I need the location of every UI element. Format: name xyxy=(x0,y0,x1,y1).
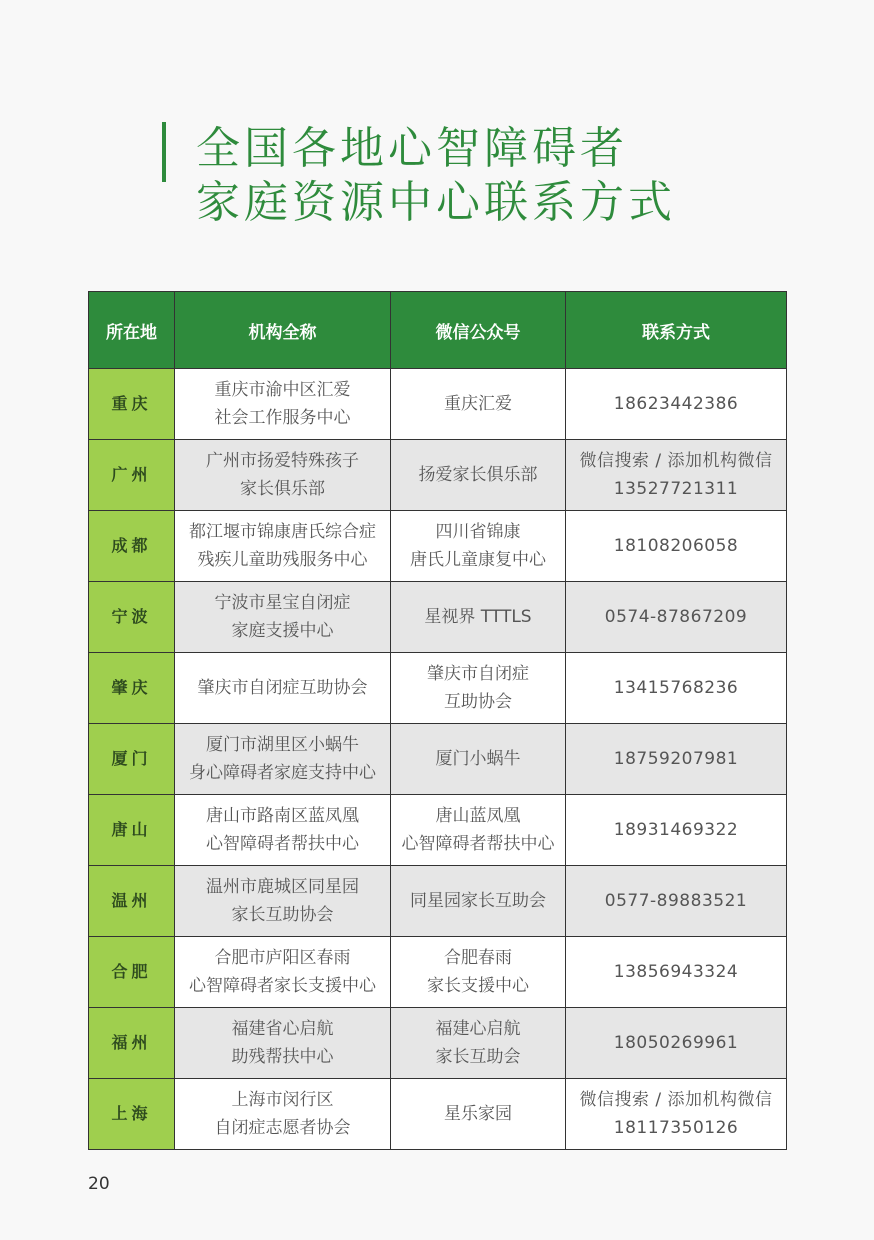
location-cell: 成都 xyxy=(89,511,175,582)
organization-line: 厦门市湖里区小蜗牛 xyxy=(206,735,359,755)
header-organization: 机构全称 xyxy=(175,292,391,369)
header-location: 所在地 xyxy=(89,292,175,369)
organization-line: 心智障碍者帮扶中心 xyxy=(206,834,359,854)
title-accent-bar xyxy=(162,122,166,182)
organization-line: 宁波市星宝自闭症 xyxy=(214,593,351,613)
location-cell: 肇庆 xyxy=(89,653,175,724)
organization-cell xyxy=(175,937,391,1008)
contact-cell xyxy=(566,937,787,1008)
wechat-cell xyxy=(391,937,566,1008)
organization-line: 残疾儿童助残服务中心 xyxy=(197,550,368,570)
contact-line: 18759207981 xyxy=(613,749,739,769)
location-cell: 重庆 xyxy=(89,369,175,440)
table-row xyxy=(89,937,787,1008)
organization-cell xyxy=(175,369,391,440)
table-row xyxy=(89,582,787,653)
wechat-cell xyxy=(391,795,566,866)
contact-cell xyxy=(566,795,787,866)
contact-line: 微信搜索 / 添加机构微信 xyxy=(579,1090,773,1110)
contact-line: 18050269961 xyxy=(613,1033,739,1053)
location-cell: 宁波 xyxy=(89,582,175,653)
wechat-cell xyxy=(391,511,566,582)
table-row xyxy=(89,1008,787,1079)
page-number: 20 xyxy=(88,1174,110,1194)
table-row xyxy=(89,795,787,866)
contact-line: 18623442386 xyxy=(613,394,739,414)
location-cell: 广州 xyxy=(89,440,175,511)
organization-line: 肇庆市自闭症互助协会 xyxy=(197,678,368,698)
location-cell: 上海 xyxy=(89,1079,175,1150)
wechat-cell xyxy=(391,724,566,795)
organization-line: 广州市扬爱特殊孩子 xyxy=(206,451,359,471)
contact-cell xyxy=(566,1079,787,1150)
table-row xyxy=(89,1079,787,1150)
organization-line: 上海市闵行区 xyxy=(231,1090,334,1110)
wechat-line: 福建心启航 xyxy=(435,1019,521,1039)
wechat-cell xyxy=(391,1008,566,1079)
contact-cell xyxy=(566,511,787,582)
organization-cell xyxy=(175,1079,391,1150)
organization-line: 社会工作服务中心 xyxy=(214,408,351,428)
organization-cell xyxy=(175,440,391,511)
page-title xyxy=(196,122,676,230)
organization-cell xyxy=(175,1008,391,1079)
wechat-line: 扬爱家长俱乐部 xyxy=(418,465,538,485)
wechat-line: 四川省锦康 xyxy=(435,522,521,542)
organization-line: 家长俱乐部 xyxy=(240,479,325,499)
wechat-line: 心智障碍者帮扶中心 xyxy=(401,834,555,854)
contact-line: 18117350126 xyxy=(613,1118,739,1138)
organization-line: 都江堰市锦康唐氏综合症 xyxy=(189,522,376,542)
wechat-cell xyxy=(391,866,566,937)
organization-cell xyxy=(175,582,391,653)
organization-line: 唐山市路南区蓝凤凰 xyxy=(206,806,359,826)
page-title-line-1: 全国各地心智障碍者 xyxy=(196,123,628,174)
wechat-line: 肇庆市自闭症 xyxy=(427,664,529,684)
wechat-line: 唐山蓝凤凰 xyxy=(435,806,521,826)
location-cell: 温州 xyxy=(89,866,175,937)
contact-cell xyxy=(566,866,787,937)
contact-cell xyxy=(566,653,787,724)
wechat-cell xyxy=(391,582,566,653)
organization-line: 家庭支援中心 xyxy=(231,621,334,641)
contact-cell xyxy=(566,1008,787,1079)
wechat-line: 家长支援中心 xyxy=(427,976,529,996)
wechat-cell xyxy=(391,1079,566,1150)
table-row xyxy=(89,724,787,795)
contact-line: 13415768236 xyxy=(613,678,739,698)
contact-line: 0574-87867209 xyxy=(604,607,748,627)
contacts-table xyxy=(88,291,787,1150)
location-cell: 合肥 xyxy=(89,937,175,1008)
organization-line: 自闭症志愿者协会 xyxy=(214,1118,351,1138)
organization-line: 合肥市庐阳区春雨 xyxy=(214,948,351,968)
location-cell: 厦门 xyxy=(89,724,175,795)
wechat-line: 厦门小蜗牛 xyxy=(435,749,521,769)
table-row xyxy=(89,653,787,724)
organization-cell xyxy=(175,866,391,937)
wechat-line: 星视界 TTTLS xyxy=(424,607,532,627)
wechat-cell xyxy=(391,653,566,724)
location-cell: 福州 xyxy=(89,1008,175,1079)
table-row xyxy=(89,866,787,937)
header-contact: 联系方式 xyxy=(566,292,787,369)
contact-cell xyxy=(566,440,787,511)
contact-line: 13527721311 xyxy=(613,479,739,499)
organization-line: 重庆市渝中区汇爱 xyxy=(214,380,351,400)
organization-cell xyxy=(175,653,391,724)
organization-line: 身心障碍者家庭支持中心 xyxy=(189,763,376,783)
wechat-cell xyxy=(391,440,566,511)
organization-cell xyxy=(175,724,391,795)
wechat-cell xyxy=(391,369,566,440)
contact-cell xyxy=(566,369,787,440)
contact-line: 18108206058 xyxy=(613,536,739,556)
organization-cell xyxy=(175,511,391,582)
wechat-line: 合肥春雨 xyxy=(444,948,512,968)
contact-line: 微信搜索 / 添加机构微信 xyxy=(579,451,773,471)
contact-cell xyxy=(566,582,787,653)
location-cell: 唐山 xyxy=(89,795,175,866)
organization-line: 福建省心启航 xyxy=(231,1019,334,1039)
contact-line: 13856943324 xyxy=(613,962,739,982)
wechat-line: 家长互助会 xyxy=(435,1047,521,1067)
organization-line: 家长互助协会 xyxy=(231,905,334,925)
page-title-line-2: 家庭资源中心联系方式 xyxy=(196,177,676,228)
table-row xyxy=(89,440,787,511)
header-wechat: 微信公众号 xyxy=(391,292,566,369)
organization-line: 心智障碍者家长支援中心 xyxy=(189,976,376,996)
organization-line: 助残帮扶中心 xyxy=(231,1047,334,1067)
wechat-line: 唐氏儿童康复中心 xyxy=(410,550,546,570)
wechat-line: 互助协会 xyxy=(444,692,512,712)
organization-cell xyxy=(175,795,391,866)
contact-line: 18931469322 xyxy=(613,820,739,840)
organization-line: 温州市鹿城区同星园 xyxy=(206,877,359,897)
wechat-line: 重庆汇爱 xyxy=(444,394,512,414)
contact-cell xyxy=(566,724,787,795)
wechat-line: 同星园家长互助会 xyxy=(410,891,546,911)
table-row xyxy=(89,511,787,582)
wechat-line: 星乐家园 xyxy=(444,1104,512,1124)
table-header-row xyxy=(89,292,787,369)
contact-line: 0577-89883521 xyxy=(604,891,748,911)
table-row xyxy=(89,369,787,440)
